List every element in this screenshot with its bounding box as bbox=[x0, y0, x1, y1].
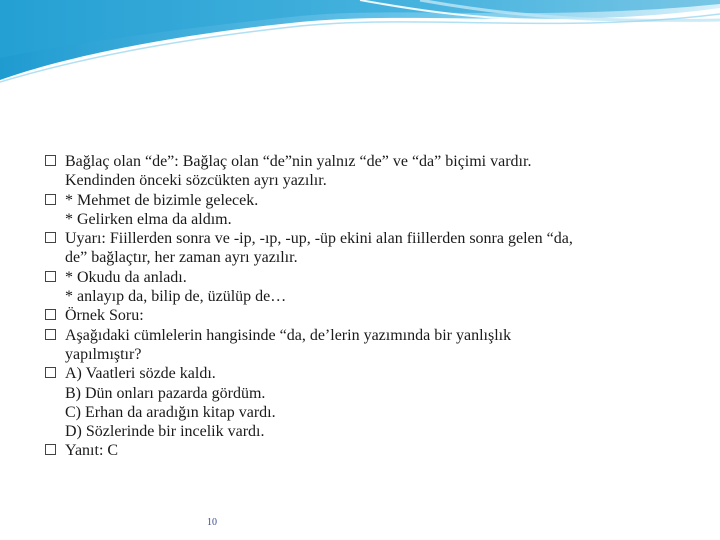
checkbox-bullet-icon bbox=[45, 155, 56, 166]
text-line: * Gelirken elma da aldım. bbox=[65, 210, 232, 228]
text-line: Bağlaç olan “de”: Bağlaç olan “de”nin yalnız “de” ve “da” biçimi vardır. bbox=[65, 153, 532, 170]
checkbox-bullet-icon bbox=[45, 232, 56, 243]
checkbox-bullet-icon bbox=[45, 444, 56, 455]
text-line: Aşağıdaki cümlelerin hangisinde “da, de’lerin yazımında bir yanlışlık bbox=[65, 326, 512, 344]
page-number: 10 bbox=[207, 517, 217, 528]
checkbox-bullet-icon bbox=[45, 194, 56, 205]
list-item bbox=[45, 441, 695, 460]
text-line: B) Dün onları pazarda gördüm. bbox=[65, 384, 266, 402]
text-line: Yanıt: C bbox=[65, 442, 119, 460]
text-line: Örnek Soru: bbox=[65, 307, 144, 325]
text-line: de” bağlaçtır, her zaman ayrı yazılır. bbox=[65, 249, 298, 267]
list-item bbox=[45, 152, 695, 191]
slide-content bbox=[45, 152, 695, 461]
header-wave-decoration bbox=[0, 0, 720, 90]
text-line: yapılmıştır? bbox=[65, 345, 142, 363]
list-item bbox=[45, 306, 695, 325]
checkbox-bullet-icon bbox=[45, 271, 56, 282]
checkbox-bullet-icon bbox=[45, 309, 56, 320]
text-line: Kendinden önceki sözcükten ayrı yazılır. bbox=[65, 172, 327, 190]
text-line: Uyarı: Fiillerden sonra ve -ip, -ıp, -up, -üp ekini alan fiillerden sonra gelen “da, bbox=[65, 230, 573, 248]
list-item bbox=[45, 364, 695, 441]
list-item bbox=[45, 268, 695, 307]
text-line: * Mehmet de bizimle gelecek. bbox=[65, 191, 259, 209]
text-line: D) Sözlerinde bir incelik vardı. bbox=[65, 423, 265, 441]
text-line: * Okudu da anladı. bbox=[65, 268, 187, 286]
list-item bbox=[45, 326, 695, 365]
text-line: C) Erhan da aradığın kitap vardı. bbox=[65, 403, 276, 421]
list-item bbox=[45, 191, 695, 230]
list-item bbox=[45, 229, 695, 268]
text-line: * anlayıp da, bilip de, üzülüp de… bbox=[65, 288, 287, 306]
checkbox-bullet-icon bbox=[45, 367, 56, 378]
text-line: A) Vaatleri sözde kaldı. bbox=[65, 365, 216, 383]
checkbox-bullet-icon bbox=[45, 329, 56, 340]
